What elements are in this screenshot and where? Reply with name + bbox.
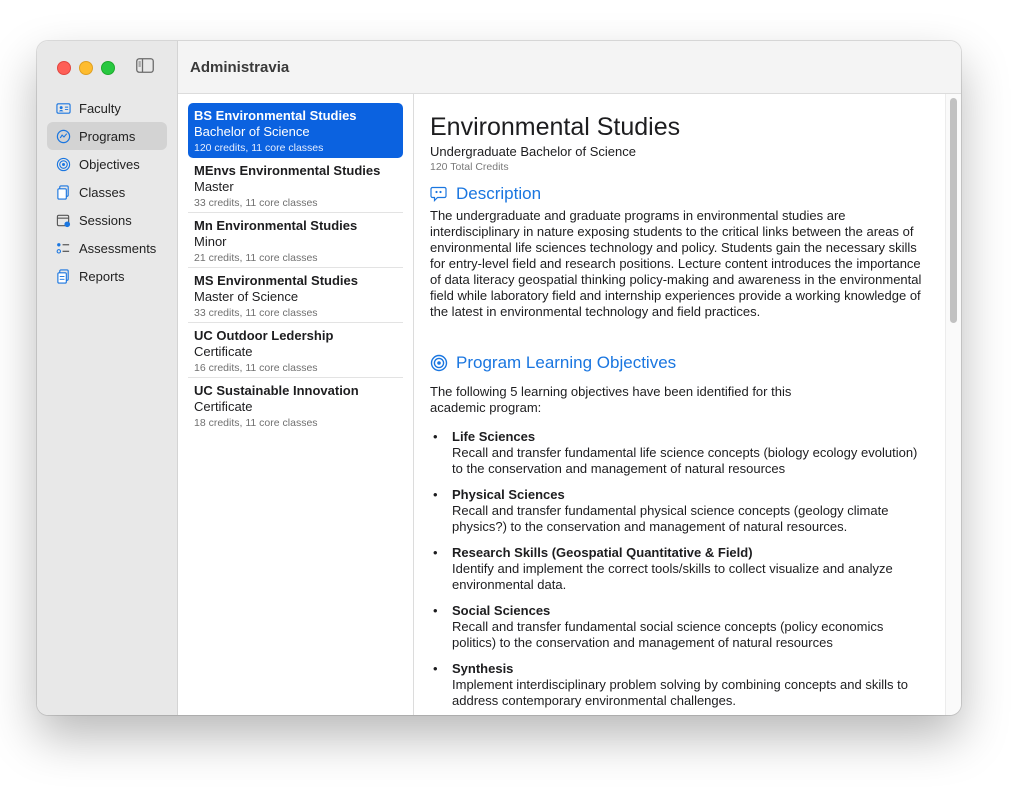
sidebar-nav [47, 94, 167, 290]
program-title: MS Environmental Studies [194, 273, 358, 288]
program-subtitle: Undergraduate Bachelor of Science [430, 144, 636, 159]
program-list-item[interactable] [188, 378, 403, 433]
app-window [37, 41, 961, 715]
program-list-item[interactable] [188, 268, 403, 323]
quote-bubble-icon [430, 186, 448, 202]
program-degree: Minor [194, 234, 227, 249]
programs-icon [55, 128, 71, 144]
calendar-icon [55, 212, 71, 228]
program-meta: 18 credits, 11 core classes [194, 417, 318, 429]
program-meta: 16 credits, 11 core classes [194, 362, 318, 374]
sidebar-item-label: Faculty [79, 100, 121, 116]
description-heading [430, 184, 930, 204]
sidebar-item-label: Classes [79, 184, 126, 200]
target-icon [55, 156, 71, 172]
objectives-heading-label: Program Learning Objectives [456, 353, 677, 372]
program-title: UC Outdoor Ledership [194, 328, 334, 343]
program-degree: Certificate [194, 399, 253, 414]
sidebar-item-reports[interactable] [47, 262, 167, 290]
program-meta: 33 credits, 11 core classes [194, 197, 318, 209]
sidebar-item-programs[interactable] [47, 122, 167, 150]
program-meta: 33 credits, 11 core classes [194, 307, 318, 319]
program-degree: Certificate [194, 344, 253, 359]
objective-text: Identify and implement the correct tools/skills to collect visualize and analyze environmental data. [452, 561, 893, 592]
program-list-item[interactable] [188, 323, 403, 378]
sidebar-item-label: Assessments [79, 240, 157, 256]
objective-item: • Research Skills (Geospatial Quantitative & Field) Identify and implement the correct tools/skills to collect visualize and analyze environmental data. [430, 545, 930, 593]
minimize-window-button[interactable] [79, 61, 93, 75]
sidebar-item-assessments[interactable] [47, 234, 167, 262]
window-controls [57, 61, 115, 75]
program-title: MEnvs Environmental Studies [194, 163, 381, 178]
objective-title: Physical Sciences [452, 487, 565, 502]
program-list-item[interactable] [188, 158, 403, 213]
program-degree: Bachelor of Science [194, 124, 310, 139]
objectives-intro: The following 5 learning objectives have been identified for this academic program: [430, 384, 792, 415]
objective-title: Research Skills (Geospatial Quantitative & Field) [452, 545, 753, 560]
toolbar [178, 41, 961, 94]
program-list [178, 94, 414, 715]
program-title: Mn Environmental Studies [194, 218, 358, 233]
program-detail [414, 94, 946, 715]
sidebar-item-label: Programs [79, 128, 136, 144]
checklist-icon [55, 240, 71, 256]
objectives-heading [430, 353, 930, 373]
sidebar-item-sessions[interactable] [47, 206, 167, 234]
objective-text: Recall and transfer fundamental social science concepts (policy economics politics) to the conservation and management of natural resources [452, 619, 884, 650]
objective-item: • Synthesis Implement interdisciplinary problem solving by combining concepts and skills to address contemporary environmental challenges. [430, 661, 930, 709]
documents-icon [55, 184, 71, 200]
sidebar-item-objectives[interactable] [47, 150, 167, 178]
program-list-item[interactable] [188, 213, 403, 268]
objective-text: Recall and transfer fundamental physical science concepts (geology climate physics?) to the conservation and management of natural resources. [452, 503, 889, 534]
objective-title: Life Sciences [452, 429, 536, 444]
page-title: Environmental Studies [430, 113, 681, 141]
description-heading-label: Description [456, 184, 542, 203]
program-meta: 21 credits, 11 core classes [194, 252, 318, 264]
sidebar-item-label: Sessions [79, 212, 132, 228]
sidebar-toggle-icon[interactable] [136, 58, 154, 73]
sidebar-item-label: Reports [79, 268, 125, 284]
objective-item: • Social Sciences Recall and transfer fundamental social science concepts (policy economics politics) to the conservation and management of natural resources [430, 603, 930, 651]
scrollbar-thumb[interactable] [950, 98, 957, 323]
objective-title: Synthesis [452, 661, 514, 676]
program-title: BS Environmental Studies [194, 108, 357, 123]
program-degree: Master [194, 179, 234, 194]
objective-item: • Physical Sciences Recall and transfer fundamental physical science concepts (geology climate physics?) to the conservation and management of natural resources. [430, 487, 930, 535]
target-icon [430, 354, 448, 372]
program-meta: 120 credits, 11 core classes [194, 142, 324, 154]
person-card-icon [55, 100, 71, 116]
window-title: Administravia [190, 59, 290, 76]
zoom-window-button[interactable] [101, 61, 115, 75]
sidebar-item-label: Objectives [79, 156, 140, 172]
objectives-list [430, 429, 930, 709]
objective-item: • Life Sciences Recall and transfer fundamental life science concepts (biology ecology evolution) to the conservation and management of natural resources [430, 429, 930, 477]
sidebar [37, 41, 178, 715]
program-list-item[interactable] [188, 103, 403, 158]
program-title: UC Sustainable Innovation [194, 383, 359, 398]
close-window-button[interactable] [57, 61, 71, 75]
objective-text: Recall and transfer fundamental life science concepts (biology ecology evolution) to the conservation and management of natural resources [452, 445, 918, 476]
detail-scrollbar[interactable] [945, 94, 961, 715]
objective-title: Social Sciences [452, 603, 551, 618]
objective-text: Implement interdisciplinary problem solving by combining concepts and skills to address contemporary environmental challenges. [452, 677, 908, 708]
report-icon [55, 268, 71, 284]
sidebar-item-classes[interactable] [47, 178, 167, 206]
program-degree: Master of Science [194, 289, 299, 304]
description-text: The undergraduate and graduate programs in environmental studies are interdisciplinary in nature exposing students to the critical links between the areas of environmental life sciences technology and policy. Students gain the necessary skills for entry-level field and research positions. Lecture content introduces the importance of data literacy geospatial thinking policy-making and awareness in the environmental field while laboratory field and internship experiences provide a working knowledge of the latest in environmental technology and field practices. [430, 208, 922, 319]
sidebar-item-faculty[interactable] [47, 94, 167, 122]
total-credits: 120 Total Credits [430, 161, 509, 173]
